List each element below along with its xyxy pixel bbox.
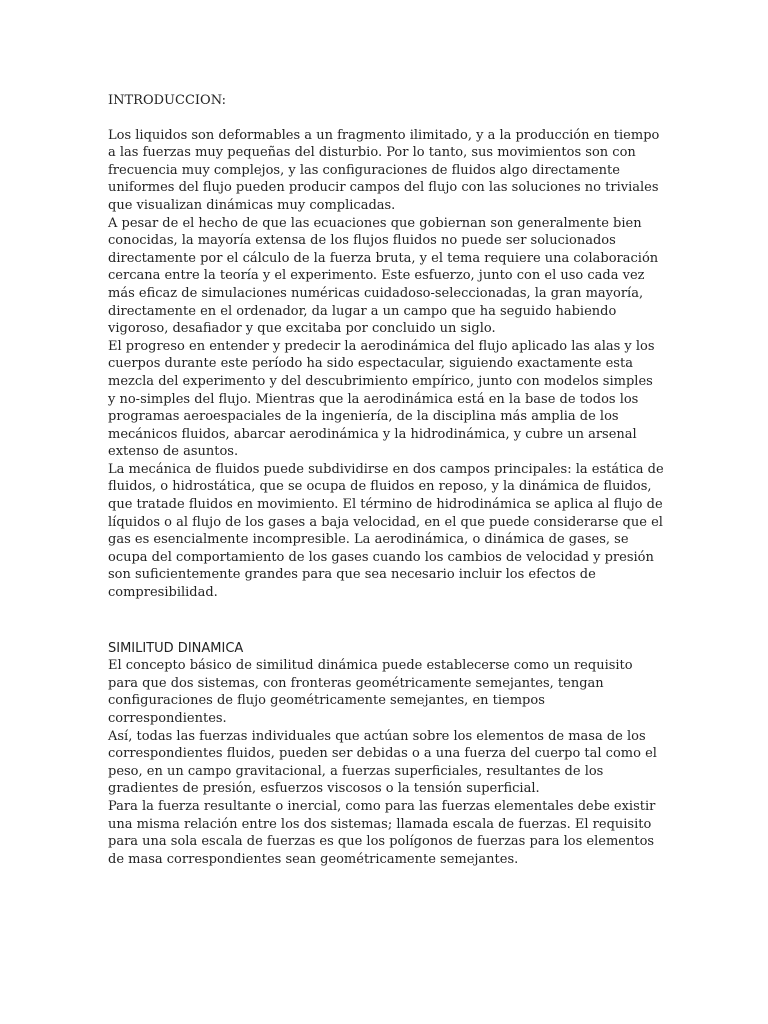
paragraph: El progreso en entender y predecir la aerodinámica del flujo aplicado las alas y los cuerpos durante este período ha sido espectacular, siguiendo exactamente esta mezcla del experimento y del descubrimiento empírico, junto con modelos simples y no-simples del flujo. Mientras que la aerodinámica está en la base de todos los programas aeroespaciales de la ingeniería, de la disciplina más amplia de los mecánicos fluidos, abarcar aerodinámica y la hidrodinámica, y cubre un arsenal extenso de asuntos.: [108, 338, 655, 460]
paragraph: Para la fuerza resultante o inercial, como para las fuerzas elementales debe existir una misma relación entre los dos sistemas; llamada escala de fuerzas. El requisito para una sola escala de fuerzas es que los polígonos de fuerzas para los elementos de masa correspondientes sean geométricamente semejantes.: [108, 798, 656, 867]
paragraph: Los liquidos son deformables a un fragmento ilimitado, y a la producción en tiempo a las fuerzas muy pequeñas del disturbio. Por lo tanto, sus movimientos son con frecuencia muy complejos, y las configuraciones de fluidos algo directamente uniformes del flujo pueden producir campos del flujo con las soluciones no triviales que visualizan dinámicas muy complicadas.: [108, 127, 660, 213]
document-page: [108, 92, 664, 868]
paragraph: La mecánica de fluidos puede subdividirse en dos campos principales: la estática de fluidos, o hidrostática, que se ocupa de fluidos en reposo, y la dinámica de fluidos, que tratade fluidos en movimiento. El término de hidrodinámica se aplica al flujo de líquidos o al flujo de los gases a baja velocidad, en el que puede considerarse que el gas es esencialmente incompresible. La aerodinámica, o dinámica de gases, se ocupa del comportamiento de los gases cuando los cambios de velocidad y presión son suficientemente grandes para que sea necesario incluir los efectos de compresibilidad.: [108, 461, 664, 601]
section-heading-introduccion: INTRODUCCION:: [108, 93, 226, 108]
paragraph: Así, todas las fuerzas individuales que actúan sobre los elementos de masa de los correspondientes fluidos, pueden ser debidas o a una fuerza del cuerpo tal como el peso, en un campo gravitacional, a fuerzas superficiales, resultantes de los gradientes de presión, esfuerzos viscosos o la tensión superficial.: [108, 728, 657, 797]
paragraph: A pesar de el hecho de que las ecuaciones que gobiernan son generalmente bien conocidas, la mayoría extensa de los flujos fluidos no puede ser solucionados directamente por el cálculo de la fuerza bruta, y el tema requiere una colaboración cercana entre la teoría y el experimento. Este esfuerzo, junto con el uso cada vez más eficaz de simulaciones numéricas cuidadoso-seleccionadas, la gran mayoría, directamente en el ordenador, da lugar a un campo que ha seguido habiendo vigoroso, desafiador y que excitaba por concluido un siglo.: [108, 215, 659, 337]
section-introduccion: [108, 92, 664, 602]
section-heading-similitud-dinamica: SIMILITUD DINAMICA: [108, 640, 244, 656]
section-similitud-dinamica: [108, 640, 664, 869]
paragraph: El concepto básico de similitud dinámica puede establecerse como un requisito para que dos sistemas, con fronteras geométricamente semejantes, tengan configuraciones de flujo geométricamente semejantes, en tiempos correspondientes.: [108, 658, 633, 726]
